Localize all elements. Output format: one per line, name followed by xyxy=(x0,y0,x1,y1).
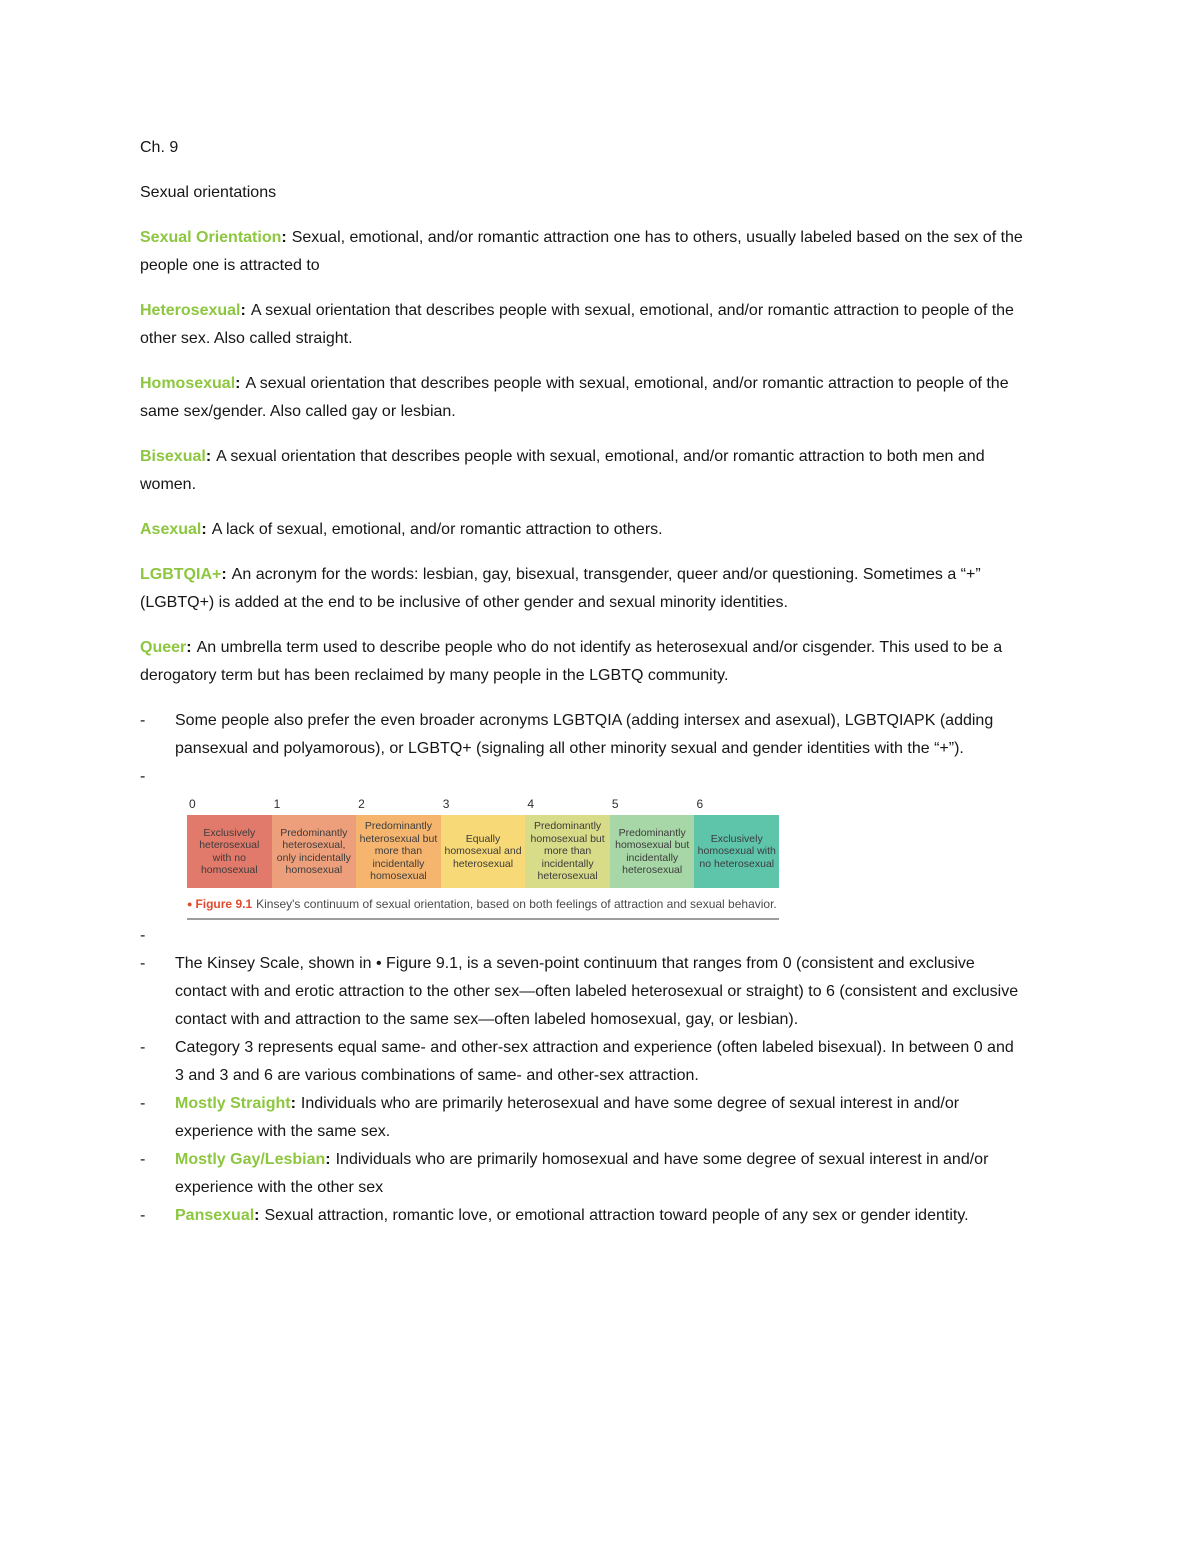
term-paragraph-lgbtqia xyxy=(140,561,1025,617)
scale-number: 3 xyxy=(442,797,450,811)
term-separator: : xyxy=(205,448,212,465)
term-label: Queer xyxy=(140,639,187,656)
term-label: Heterosexual xyxy=(140,302,241,319)
scale-number: 4 xyxy=(527,797,534,811)
scale-box-3: Equally homosexual and heterosexual xyxy=(441,815,526,888)
scale-box-4: Predominantly homosexual but more than incidentally heterosexual xyxy=(525,815,610,888)
term-definition: Sexual attraction, romantic love, or emotional attraction toward people of any sex or gender identity. xyxy=(264,1207,969,1224)
term-paragraph-asexual xyxy=(140,516,1025,544)
list-item xyxy=(140,950,1025,1034)
term-definition: Individuals who are primarily heterosexual and have some degree of sexual interest in and/or experience with the same sex. xyxy=(175,1095,960,1140)
term-separator: : xyxy=(186,639,192,656)
scale-number: 0 xyxy=(189,797,196,811)
term-separator: : xyxy=(325,1151,331,1168)
term-paragraph-sexual-orientation xyxy=(140,224,1025,280)
list-item xyxy=(140,707,1025,763)
term-definition: An acronym for the words: lesbian, gay, bisexual, transgender, queer and/or questioning. Sometimes a “+” (LGBTQ+) is added at the end to be inclusive of other gender and sexual minority identities. xyxy=(140,566,981,611)
term-label: LGBTQIA+ xyxy=(140,566,222,583)
scale-box-6: Exclusively homosexual with no heterosexual xyxy=(694,815,779,888)
figure-divider xyxy=(187,918,779,920)
bullet-text: Category 3 represents equal same- and other-sex attraction and experience (often labeled bisexual). In between 0 and 3 and 3 and 6 are various combinations of same- and other-sex attraction. xyxy=(175,1039,1014,1084)
term-definition: Sexual, emotional, and/or romantic attraction one has to others, usually labeled based on the sex of the people one is attracted to xyxy=(140,229,1023,274)
scale-box-0: Exclusively heterosexual with no homosexual xyxy=(187,815,272,888)
bullet-marker: - xyxy=(140,927,146,944)
term-definition: A lack of sexual, emotional, and/or romantic attraction to others. xyxy=(211,521,663,538)
term-definition: A sexual orientation that describes people with sexual, emotional, and/or romantic attraction to people of the other sex. Also called straight. xyxy=(140,302,1014,347)
bullet-marker: - xyxy=(140,768,146,785)
kinsey-scale-figure xyxy=(187,797,779,920)
term-label: Bisexual xyxy=(140,448,206,465)
bullet-marker: - xyxy=(140,1039,146,1056)
doc-subtitle: Sexual orientations xyxy=(140,184,277,201)
term-paragraph-homosexual xyxy=(140,370,1025,426)
term-definition: A sexual orientation that describes people with sexual, emotional, and/or romantic attraction to people of the same sex/gender. Also called gay or lesbian. xyxy=(140,375,1009,420)
figure-caption xyxy=(187,897,779,911)
bullet-text xyxy=(175,1202,1025,1230)
term-label: Pansexual xyxy=(175,1207,255,1224)
bullet-text: The Kinsey Scale, shown in • Figure 9.1, is a seven-point continuum that ranges from 0 (consistent and exclusive contact with and erotic attraction to the other sex—often labeled heterosexual or straight) to 6 (consistent and exclusive contact with and attraction to the same sex—often labeled homosexual, gay, or lesbian). xyxy=(175,955,1019,1028)
term-label: Asexual xyxy=(140,521,202,538)
bullet-marker: - xyxy=(140,712,146,729)
term-definition: A sexual orientation that describes people with sexual, emotional, and/or romantic attraction to both men and women. xyxy=(140,448,985,493)
list-item-empty xyxy=(140,763,1025,791)
bullet-marker: - xyxy=(140,1095,146,1112)
term-separator: : xyxy=(235,375,241,392)
bullet-marker: - xyxy=(140,1151,146,1168)
term-label: Homosexual xyxy=(140,375,236,392)
term-separator: : xyxy=(201,521,207,538)
bullet-marker: - xyxy=(140,1207,146,1224)
bullet-text-empty xyxy=(175,763,1025,791)
list-item-pansexual xyxy=(140,1202,1025,1230)
term-label: Sexual Orientation xyxy=(140,229,282,246)
bullet-list xyxy=(140,707,1025,1230)
figure-caption-text: Kinsey's continuum of sexual orientation, based on both feelings of attraction and sexual behavior. xyxy=(256,897,777,911)
term-separator: : xyxy=(240,302,246,319)
caption-dot-icon: ● xyxy=(187,899,193,909)
term-label: Mostly Gay/Lesbian xyxy=(175,1151,326,1168)
bullet-text xyxy=(175,1090,1025,1146)
term-separator: : xyxy=(254,1207,260,1224)
scale-number: 1 xyxy=(273,797,281,811)
term-label: Mostly Straight xyxy=(175,1095,291,1112)
scale-number: 5 xyxy=(611,797,619,811)
list-item-mostly-straight xyxy=(140,1090,1025,1146)
term-paragraph-heterosexual xyxy=(140,297,1025,353)
chapter-heading: Ch. 9 xyxy=(140,139,179,156)
term-separator: : xyxy=(290,1095,296,1112)
bullet-marker: - xyxy=(140,955,146,972)
figure-caption-label: Figure 9.1 xyxy=(195,897,253,911)
bullet-text: Some people also prefer the even broader acronyms LGBTQIA (adding intersex and asexual), LGBTQIAPK (adding pansexual and polyamorous), or LGBTQ+ (signaling all other minority sexual and gender identities with the “+”). xyxy=(175,712,994,757)
term-paragraph-bisexual xyxy=(140,443,1025,499)
kinsey-scale-boxes xyxy=(187,815,779,888)
list-item-mostly-gay-lesbian xyxy=(140,1146,1025,1202)
scale-number: 2 xyxy=(358,797,365,811)
scale-box-2: Predominantly heterosexual but more than incidentally homosexual xyxy=(356,815,441,888)
scale-number: 6 xyxy=(696,797,704,811)
term-definition: Individuals who are primarily homosexual and have some degree of sexual interest in and/or experience with the other sex xyxy=(175,1151,989,1196)
term-paragraph-queer xyxy=(140,634,1025,690)
list-item xyxy=(140,1034,1025,1090)
bullet-text xyxy=(175,1146,1025,1202)
scale-box-1: Predominantly heterosexual, only incidentally homosexual xyxy=(272,815,357,888)
document-content xyxy=(140,134,1025,1230)
term-separator: : xyxy=(221,566,227,583)
kinsey-scale-numbers xyxy=(187,797,779,815)
term-separator: : xyxy=(281,229,287,246)
bullet-text-empty xyxy=(175,922,1025,950)
term-definition: An umbrella term used to describe people who do not identify as heterosexual and/or cisgender. This used to be a derogatory term but has been reclaimed by many people in the LGBTQ community. xyxy=(140,639,1003,684)
list-item-empty xyxy=(140,922,1025,950)
scale-box-5: Predominantly homosexual but incidentally heterosexual xyxy=(610,815,695,888)
